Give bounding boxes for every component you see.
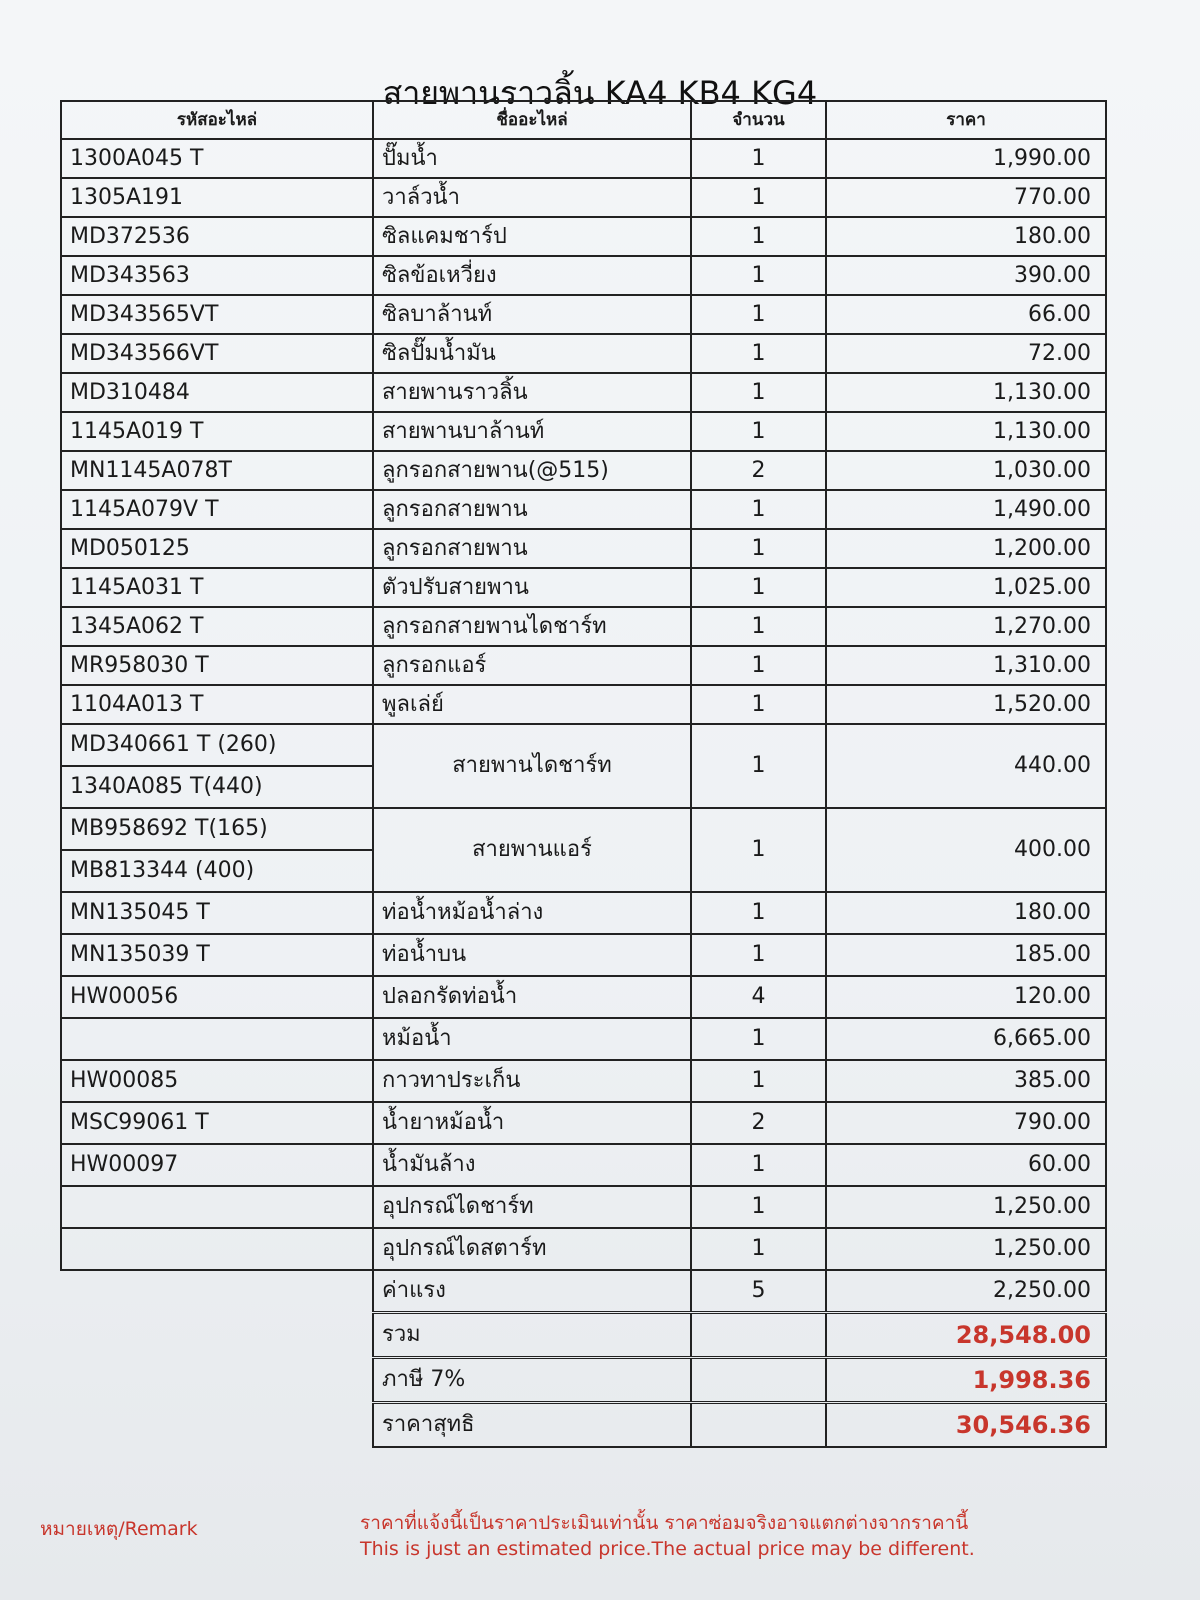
part-price: 1,030.00	[826, 451, 1106, 490]
part-qty: 1	[691, 1228, 826, 1270]
part-code: HW00097	[61, 1144, 373, 1186]
table-row	[61, 256, 1106, 295]
table-body	[61, 139, 1106, 1447]
part-name: ลูกรอกสายพาน(@515)	[373, 451, 691, 490]
table-row	[61, 568, 1106, 607]
labor-price: 2,250.00	[826, 1270, 1106, 1313]
part-qty: 1	[691, 685, 826, 724]
header-price: ราคา	[826, 101, 1106, 139]
part-price: 770.00	[826, 178, 1106, 217]
table-row	[61, 892, 1106, 934]
part-price: 1,250.00	[826, 1186, 1106, 1228]
table-row	[61, 217, 1106, 256]
part-qty: 1	[691, 1144, 826, 1186]
part-name: อุปกรณ์ไดสตาร์ท	[373, 1228, 691, 1270]
part-name: ลูกรอกสายพาน	[373, 490, 691, 529]
part-code	[61, 1018, 373, 1060]
part-name: หม้อน้ำ	[373, 1018, 691, 1060]
subtotal-value: 28,548.00	[826, 1313, 1106, 1358]
part-name: ปลอกรัดท่อน้ำ	[373, 976, 691, 1018]
part-qty: 1	[691, 1018, 826, 1060]
table-row	[61, 1186, 1106, 1228]
table-row	[61, 976, 1106, 1018]
part-name: ซิลแคมชาร์ป	[373, 217, 691, 256]
table-row-group	[61, 724, 1106, 766]
part-price: 180.00	[826, 217, 1106, 256]
header-qty: จำนวน	[691, 101, 826, 139]
table-row	[61, 373, 1106, 412]
part-price: 385.00	[826, 1060, 1106, 1102]
remark-thai: ราคาที่แจ้งนี้เป็นราคาประเมินเท่านั้น ราคาซ่อมจริงอาจแตกต่างจากราคานี้	[360, 1512, 969, 1534]
part-qty: 1	[691, 1060, 826, 1102]
part-code: 1145A019 T	[61, 412, 373, 451]
part-name: สายพานราวลิ้น	[373, 373, 691, 412]
part-name: สายพานแอร์	[373, 808, 691, 892]
table-row	[61, 1060, 1106, 1102]
part-qty: 1	[691, 568, 826, 607]
part-code: MD343565VT	[61, 295, 373, 334]
part-price: 1,490.00	[826, 490, 1106, 529]
part-code: MN135045 T	[61, 892, 373, 934]
part-code: MN1145A078T	[61, 451, 373, 490]
part-code	[61, 1228, 373, 1270]
part-qty: 1	[691, 178, 826, 217]
part-name: พูลเล่ย์	[373, 685, 691, 724]
net-total-row	[61, 1403, 1106, 1448]
part-price: 1,990.00	[826, 139, 1106, 178]
part-qty: 1	[691, 217, 826, 256]
part-code: MD050125	[61, 529, 373, 568]
part-qty: 4	[691, 976, 826, 1018]
table-row	[61, 685, 1106, 724]
part-name: ลูกรอกสายพาน	[373, 529, 691, 568]
part-price: 185.00	[826, 934, 1106, 976]
parts-table	[60, 100, 1107, 1448]
part-name: สายพานไดชาร์ท	[373, 724, 691, 808]
part-code: HW00085	[61, 1060, 373, 1102]
part-qty: 1	[691, 1186, 826, 1228]
part-price: 1,130.00	[826, 412, 1106, 451]
part-name: ตัวปรับสายพาน	[373, 568, 691, 607]
part-price: 440.00	[826, 724, 1106, 808]
table-row	[61, 1144, 1106, 1186]
table-row	[61, 646, 1106, 685]
part-name: ลูกรอกสายพานไดชาร์ท	[373, 607, 691, 646]
labor-qty: 5	[691, 1270, 826, 1313]
part-name: ปั๊มน้ำ	[373, 139, 691, 178]
part-qty: 1	[691, 934, 826, 976]
vat-label: ภาษี 7%	[373, 1358, 691, 1403]
table-row	[61, 490, 1106, 529]
part-qty: 1	[691, 724, 826, 808]
table-row	[61, 607, 1106, 646]
part-price: 66.00	[826, 295, 1106, 334]
part-price: 790.00	[826, 1102, 1106, 1144]
part-code: MD343566VT	[61, 334, 373, 373]
part-qty: 1	[691, 373, 826, 412]
empty-cell	[691, 1403, 826, 1448]
part-code: MN135039 T	[61, 934, 373, 976]
part-qty: 1	[691, 295, 826, 334]
document-title: สายพานราวลิ้น KA4 KB4 KG4	[382, 74, 818, 112]
vat-value: 1,998.36	[826, 1358, 1106, 1403]
part-code: 1145A031 T	[61, 568, 373, 607]
table-row	[61, 412, 1106, 451]
part-price: 1,130.00	[826, 373, 1106, 412]
empty-cell	[61, 1313, 373, 1358]
part-code	[61, 1186, 373, 1228]
part-code: HW00056	[61, 976, 373, 1018]
part-code: MD340661 T (260)	[61, 724, 373, 766]
remark-english: This is just an estimated price.The actual price may be different.	[360, 1538, 975, 1560]
empty-cell	[691, 1358, 826, 1403]
table-row	[61, 1228, 1106, 1270]
part-qty: 1	[691, 334, 826, 373]
part-price: 1,200.00	[826, 529, 1106, 568]
part-name: น้ำมันล้าง	[373, 1144, 691, 1186]
part-code: MD343563	[61, 256, 373, 295]
part-name: ท่อน้ำบน	[373, 934, 691, 976]
part-price: 400.00	[826, 808, 1106, 892]
part-name: กาวทาประเก็น	[373, 1060, 691, 1102]
part-code: MR958030 T	[61, 646, 373, 685]
part-name: วาล์วน้ำ	[373, 178, 691, 217]
table-row	[61, 334, 1106, 373]
empty-cell	[61, 1270, 373, 1313]
part-qty: 2	[691, 1102, 826, 1144]
table-row	[61, 451, 1106, 490]
vat-row	[61, 1358, 1106, 1403]
part-price: 60.00	[826, 1144, 1106, 1186]
part-qty: 1	[691, 529, 826, 568]
labor-row	[61, 1270, 1106, 1313]
table-row	[61, 139, 1106, 178]
part-qty: 1	[691, 256, 826, 295]
part-qty: 1	[691, 607, 826, 646]
part-name: น้ำยาหม้อน้ำ	[373, 1102, 691, 1144]
part-price: 390.00	[826, 256, 1106, 295]
part-name: อุปกรณ์ไดชาร์ท	[373, 1186, 691, 1228]
part-code: 1305A191	[61, 178, 373, 217]
empty-cell	[61, 1358, 373, 1403]
part-name: ท่อน้ำหม้อน้ำล่าง	[373, 892, 691, 934]
part-code: 1300A045 T	[61, 139, 373, 178]
part-price: 120.00	[826, 976, 1106, 1018]
table-header-row	[61, 101, 1106, 139]
subtotal-label: รวม	[373, 1313, 691, 1358]
part-price: 1,025.00	[826, 568, 1106, 607]
part-price: 1,270.00	[826, 607, 1106, 646]
part-price: 1,310.00	[826, 646, 1106, 685]
part-name: สายพานบาล้านท์	[373, 412, 691, 451]
table-row	[61, 295, 1106, 334]
part-code: MD372536	[61, 217, 373, 256]
part-price: 6,665.00	[826, 1018, 1106, 1060]
part-name: ซิลปั๊มน้ำมัน	[373, 334, 691, 373]
part-price: 1,250.00	[826, 1228, 1106, 1270]
part-name: ซิลข้อเหวี่ยง	[373, 256, 691, 295]
part-code: 1345A062 T	[61, 607, 373, 646]
part-code: MB958692 T(165)	[61, 808, 373, 850]
part-qty: 1	[691, 892, 826, 934]
part-qty: 2	[691, 451, 826, 490]
net-total-label: ราคาสุทธิ	[373, 1403, 691, 1448]
part-code: MB813344 (400)	[61, 850, 373, 892]
labor-label: ค่าแรง	[373, 1270, 691, 1313]
part-code: MD310484	[61, 373, 373, 412]
header-name: ชื่ออะไหล่	[373, 101, 691, 139]
subtotal-row	[61, 1313, 1106, 1358]
part-qty: 1	[691, 490, 826, 529]
part-price: 72.00	[826, 334, 1106, 373]
part-qty: 1	[691, 646, 826, 685]
table-row	[61, 1102, 1106, 1144]
table-row-group	[61, 808, 1106, 850]
remark-label: หมายเหตุ/Remark	[40, 1518, 198, 1540]
empty-cell	[691, 1313, 826, 1358]
part-code: MSC99061 T	[61, 1102, 373, 1144]
table-row	[61, 1018, 1106, 1060]
header-code: รหัสอะไหล่	[61, 101, 373, 139]
part-qty: 1	[691, 808, 826, 892]
part-qty: 1	[691, 139, 826, 178]
table-row	[61, 529, 1106, 568]
net-total-value: 30,546.36	[826, 1403, 1106, 1448]
part-price: 180.00	[826, 892, 1106, 934]
part-code: 1340A085 T(440)	[61, 766, 373, 808]
part-qty: 1	[691, 412, 826, 451]
part-price: 1,520.00	[826, 685, 1106, 724]
table-row	[61, 934, 1106, 976]
part-name: ลูกรอกแอร์	[373, 646, 691, 685]
empty-cell	[61, 1403, 373, 1448]
part-name: ซิลบาล้านท์	[373, 295, 691, 334]
table-row	[61, 178, 1106, 217]
part-code: 1145A079V T	[61, 490, 373, 529]
part-code: 1104A013 T	[61, 685, 373, 724]
